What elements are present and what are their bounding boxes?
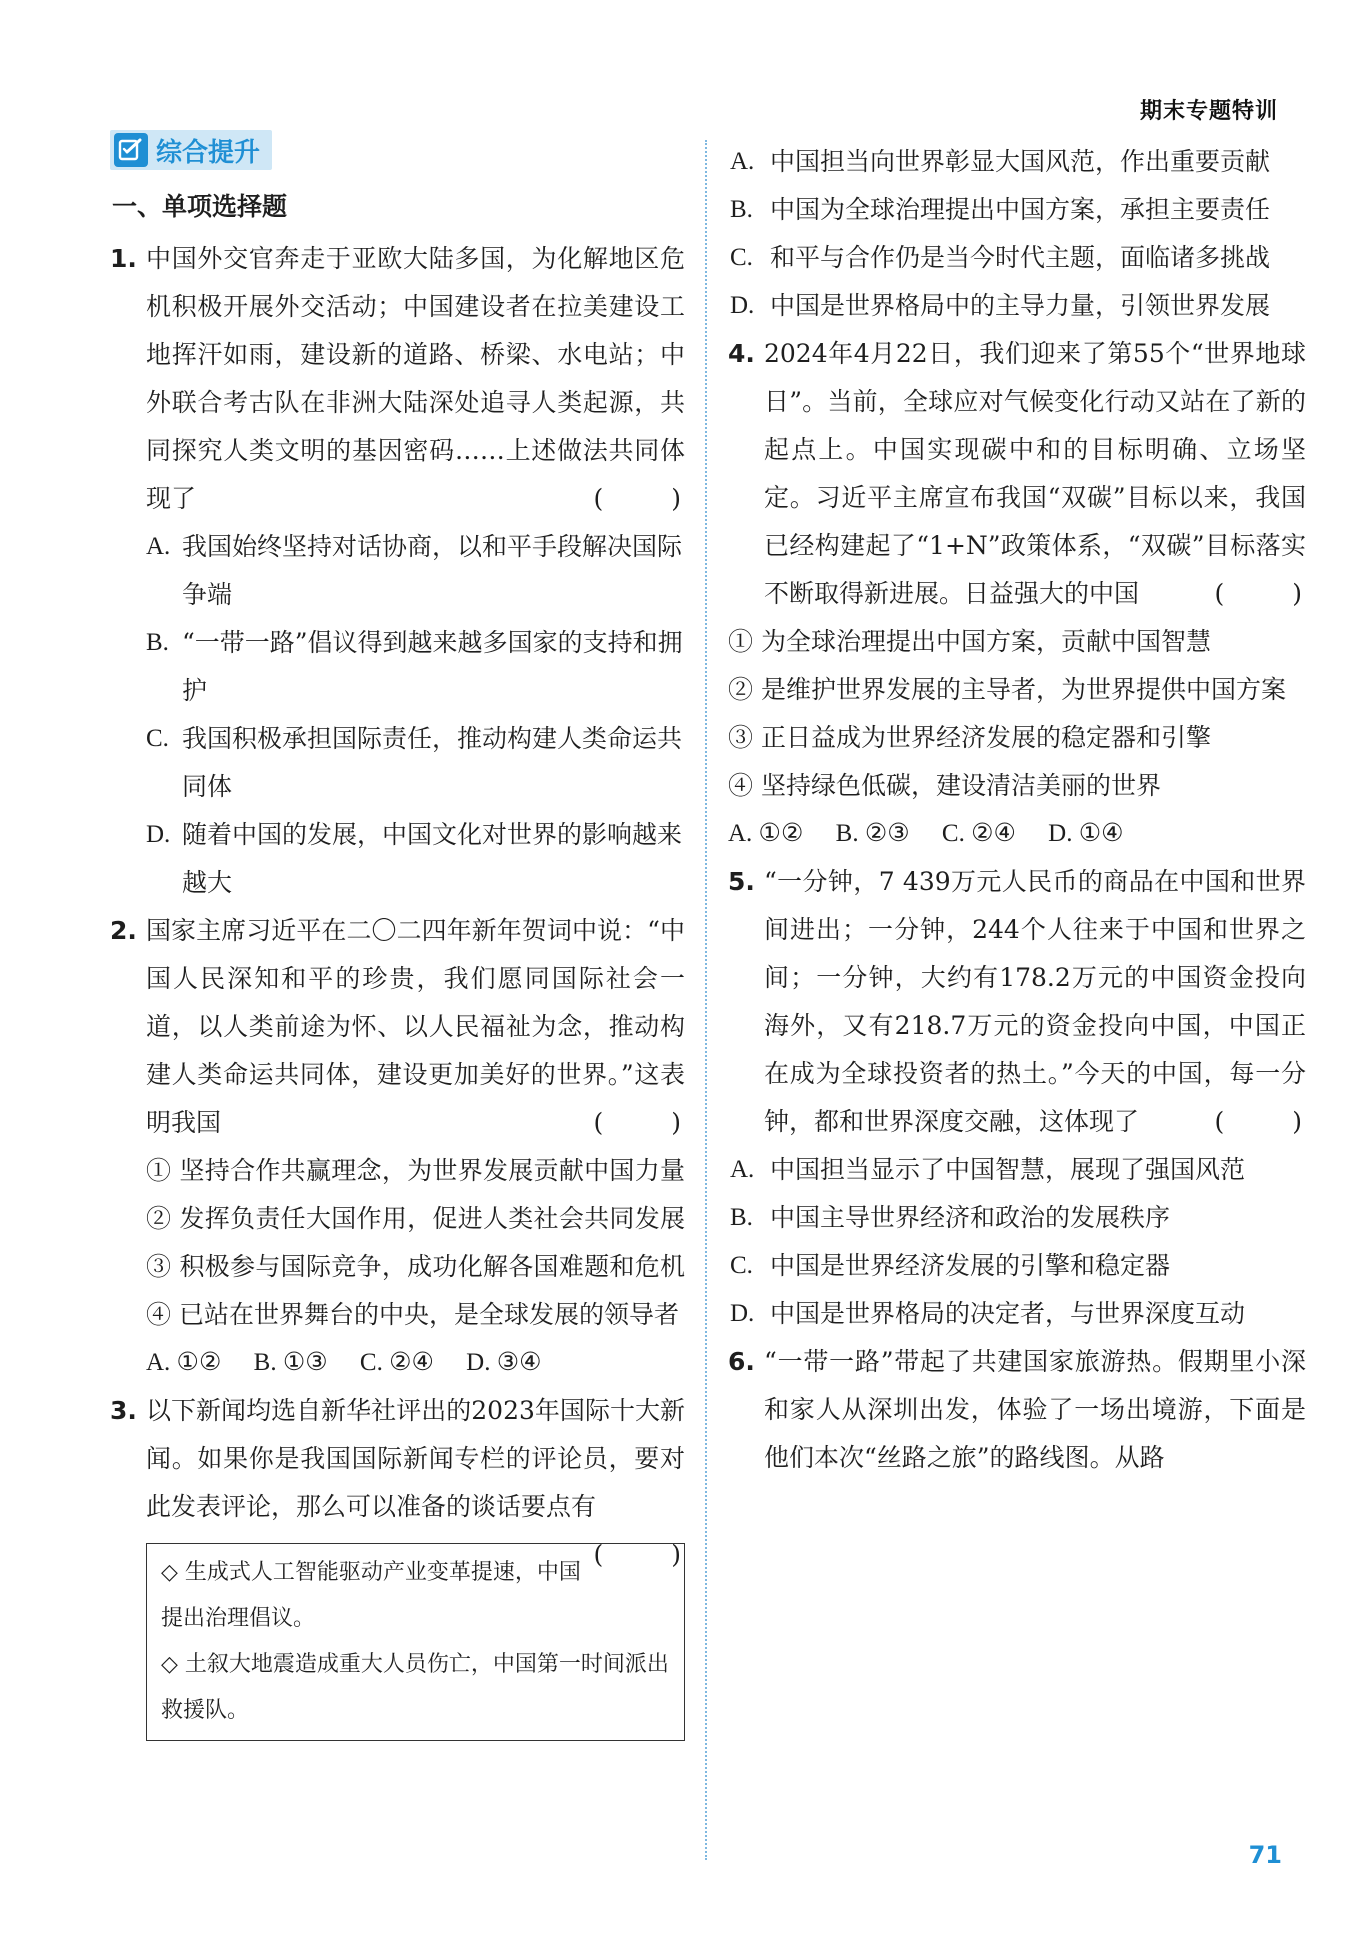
statements: ① 坚持合作共赢理念，为世界发展贡献中国力量 ② 发挥负责任大国作用，促进人类社会共同发展 ③ 积极参与国际竞争，成功化解各国难题和危机 ④ 已站在世界舞台的中央，是全球发展的领导者 <box>146 1156 711 1329</box>
question-number: 1. <box>110 244 137 273</box>
question-5 <box>728 858 1332 1146</box>
left-column <box>110 130 711 1741</box>
question-stem: 以下新闻均选自新华社评出的2023年国际十大新闻。如果你是我国国际新闻专栏的评论员，要对此发表评论，那么可以准备的谈话要点有 <box>146 1396 685 1521</box>
column-divider <box>705 140 707 1860</box>
option-d[interactable]: D. 中国是世界格局的决定者，与世界深度互动 <box>730 1299 1246 1328</box>
answer-blank[interactable]: ( ) <box>593 1540 711 1569</box>
right-column <box>728 138 1332 1482</box>
option-b[interactable]: B. 中国为全球治理提出中国方案，承担主要责任 <box>730 195 1271 224</box>
question-6 <box>728 1338 1306 1482</box>
question-number: 6. <box>728 1347 755 1376</box>
news-item: ◇ 生成式人工智能驱动产业变革提速，中国提出治理倡议。 <box>161 1560 581 1631</box>
question-stem: 国家主席习近平在二〇二四年新年贺词中说：“中国人民深知和平的珍贵，我们愿同国际社会一道，以人类前途为怀、以人民福祉为念，推动构建人类命运共同体，建设更加美好的世界。”这表明我国 <box>146 916 685 1137</box>
question-number: 4. <box>728 339 755 368</box>
pencil-check-icon <box>114 133 148 167</box>
choice-d[interactable]: D. ①④ <box>1048 820 1124 847</box>
statement-2: ② 是维护世界发展的主导者，为世界提供中国方案 <box>728 675 1286 704</box>
section-badge <box>110 130 272 170</box>
option-b[interactable]: B. “一带一路”倡议得到越来越多国家的支持和拥护 <box>146 628 683 705</box>
option-b[interactable]: B. 中国主导世界经济和政治的发展秩序 <box>730 1203 1171 1232</box>
choice-c[interactable]: C. ②④ <box>941 820 1016 847</box>
question-number: 2. <box>110 916 137 945</box>
option-c[interactable]: C. 和平与合作仍是当今时代主题，面临诸多挑战 <box>730 243 1271 272</box>
option-d[interactable]: D. 随着中国的发展，中国文化对世界的影响越来越大 <box>146 820 683 897</box>
choice-b[interactable]: B. ①③ <box>253 1349 328 1376</box>
choices <box>110 1339 685 1387</box>
news-item: ◇ 土叙大地震造成重大人员伤亡，中国第一时间派出救援队。 <box>161 1652 669 1723</box>
question-stem: 中国外交官奔走于亚欧大陆多国，为化解地区危机积极开展外交活动；中国建设者在拉美建设工地挥汗如雨，建设新的道路、桥梁、水电站；中外联合考古队在非洲大陆深处追寻人类起源，共同探究人类文明的基因密码……上述做法共同体现了 <box>146 244 685 513</box>
page <box>20 10 1340 1935</box>
question-stem: “一分钟，7 439万元人民币的商品在中国和世界间进出；一分钟，244个人往来于中国和世界之间；一分钟，大约有178.2万元的中国资金投向海外，又有218.7万元的资金投向中国，中国正在成为全球投资者的热土。”今天的中国，每一分钟，都和世界深度交融，这体现了 <box>764 867 1306 1136</box>
answer-blank[interactable]: ( ) <box>1214 579 1332 608</box>
question-stem: “一带一路”带起了共建国家旅游热。假期里小深和家人从深圳出发，体验了一场出境游，下面是他们本次“丝路之旅”的路线图。从路 <box>764 1347 1306 1472</box>
answer-blank[interactable]: ( ) <box>593 1108 711 1137</box>
choice-a[interactable]: A. ①② <box>146 1349 222 1376</box>
choice-a[interactable]: A. ①② <box>728 820 804 847</box>
page-header: 期末专题特训 <box>1139 99 1278 124</box>
question-2 <box>110 907 711 1147</box>
section-badge-label: 综合提升 <box>156 137 261 168</box>
choice-d[interactable]: D. ③④ <box>466 1349 542 1376</box>
choice-b[interactable]: B. ②③ <box>835 820 910 847</box>
question-4 <box>728 330 1332 618</box>
option-a[interactable]: A. 中国担当显示了中国智慧，展现了强国风范 <box>730 1155 1246 1184</box>
section-title: 一、单项选择题 <box>112 192 288 221</box>
option-c[interactable]: C. 我国积极承担国际责任，推动构建人类命运共同体 <box>146 724 683 801</box>
option-a[interactable]: A. 我国始终坚持对话协商，以和平手段解决国际争端 <box>146 532 683 609</box>
question-number: 3. <box>110 1396 137 1425</box>
answer-blank[interactable]: ( ) <box>1214 1107 1332 1136</box>
question-1 <box>110 235 711 523</box>
question-3 <box>110 1387 711 1569</box>
question-stem: 2024年4月22日，我们迎来了第55个“世界地球日”。当前，全球应对气候变化行动又站在了新的起点上。中国实现碳中和的目标明确、立场坚定。习近平主席宣布我国“双碳”目标以来，我国已经构建起了“1+N”政策体系，“双碳”目标落实不断取得新进展。日益强大的中国 <box>764 339 1306 608</box>
option-d[interactable]: D. 中国是世界格局中的主导力量，引领世界发展 <box>730 291 1271 320</box>
option-a[interactable]: A. 中国担当向世界彰显大国风范，作出重要贡献 <box>730 147 1271 176</box>
statement-4: ④ 坚持绿色低碳，建设清洁美丽的世界 <box>728 771 1161 800</box>
answer-blank[interactable]: ( ) <box>593 484 711 513</box>
option-c[interactable]: C. 中国是世界经济发展的引擎和稳定器 <box>730 1251 1171 1280</box>
statement-1: ① 为全球治理提出中国方案，贡献中国智慧 <box>728 627 1211 656</box>
choices <box>728 810 1306 858</box>
question-number: 5. <box>728 867 755 896</box>
statement-3: ③ 正日益成为世界经济发展的稳定器和引擎 <box>728 723 1211 752</box>
page-number: 71 <box>1248 1841 1282 1869</box>
choice-c[interactable]: C. ②④ <box>359 1349 434 1376</box>
